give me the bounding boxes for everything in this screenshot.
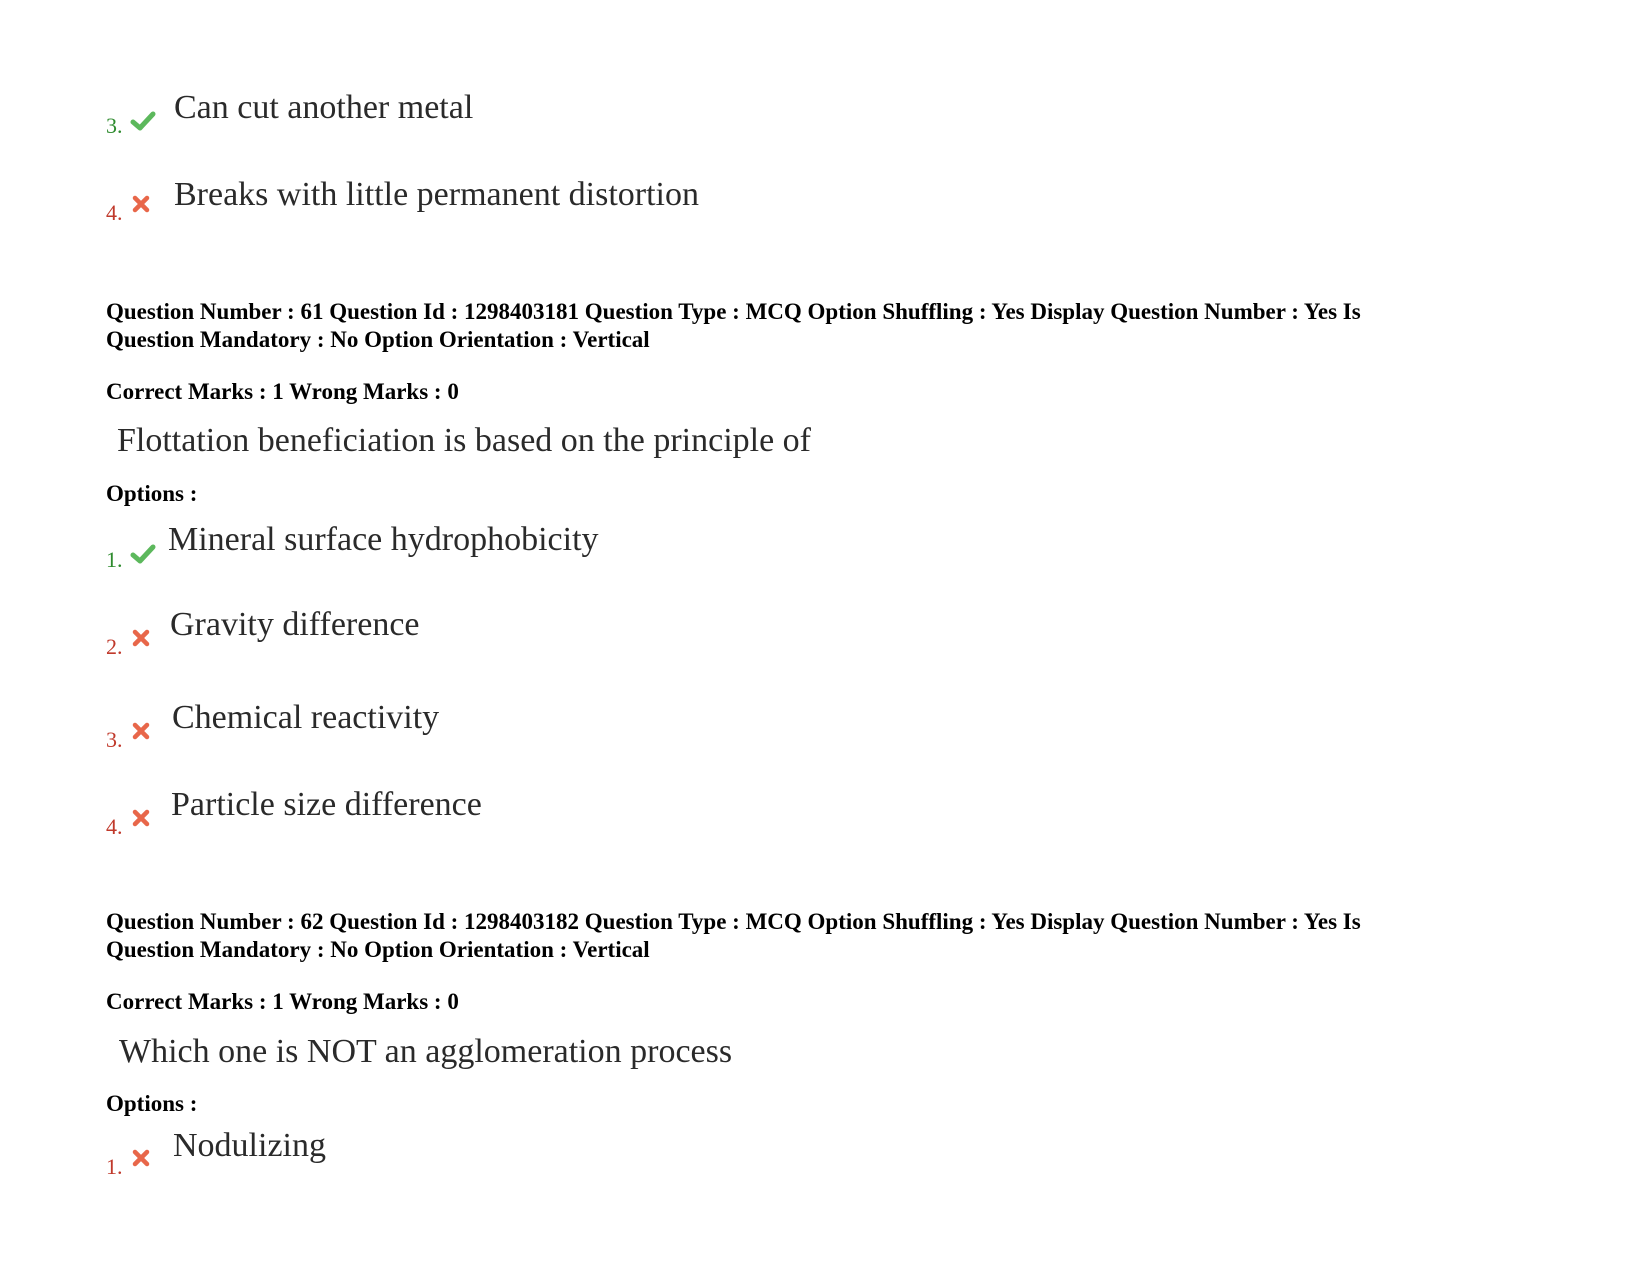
option-text: Chemical reactivity <box>172 699 440 736</box>
option-text: Gravity difference <box>170 606 420 643</box>
cross-icon <box>132 195 150 213</box>
option-number: 1. <box>106 1154 123 1179</box>
question-meta <box>106 298 1546 354</box>
question-meta <box>106 908 1546 964</box>
option-text: Mineral surface hydrophobicity <box>168 521 599 558</box>
option-text: Can cut another metal <box>174 89 474 126</box>
cross-icon <box>132 809 150 827</box>
question-meta-line: Question Mandatory : No Option Orientation : Vertical <box>106 937 650 962</box>
option-number: 3. <box>106 727 123 752</box>
question-marks: Correct Marks : 1 Wrong Marks : 0 <box>106 989 459 1014</box>
option-text: Nodulizing <box>173 1127 326 1164</box>
cross-icon <box>132 722 150 740</box>
question-text: Which one is NOT an agglomeration process <box>119 1033 733 1070</box>
check-icon <box>130 541 156 567</box>
option-number: 3. <box>106 113 123 138</box>
question-meta-line: Question Number : 61 Question Id : 1298403181 Question Type : MCQ Option Shuffling : Yes Display Question Number : Yes Is <box>106 299 1361 324</box>
question-meta-line: Question Mandatory : No Option Orientation : Vertical <box>106 327 650 352</box>
option-number: 4. <box>106 200 123 225</box>
option-number: 2. <box>106 634 123 659</box>
option-text: Particle size difference <box>171 786 482 823</box>
option-text: Breaks with little permanent distortion <box>174 176 700 213</box>
question-text: Flottation beneficiation is based on the principle of <box>117 422 811 459</box>
cross-icon <box>132 629 150 647</box>
options-label: Options : <box>106 481 198 506</box>
option-number: 4. <box>106 814 123 839</box>
option-number: 1. <box>106 547 123 572</box>
cross-icon <box>132 1149 150 1167</box>
options-label: Options : <box>106 1091 198 1116</box>
question-marks: Correct Marks : 1 Wrong Marks : 0 <box>106 379 459 404</box>
check-icon <box>130 108 156 134</box>
question-meta-line: Question Number : 62 Question Id : 1298403182 Question Type : MCQ Option Shuffling : Yes Display Question Number : Yes Is <box>106 909 1361 934</box>
